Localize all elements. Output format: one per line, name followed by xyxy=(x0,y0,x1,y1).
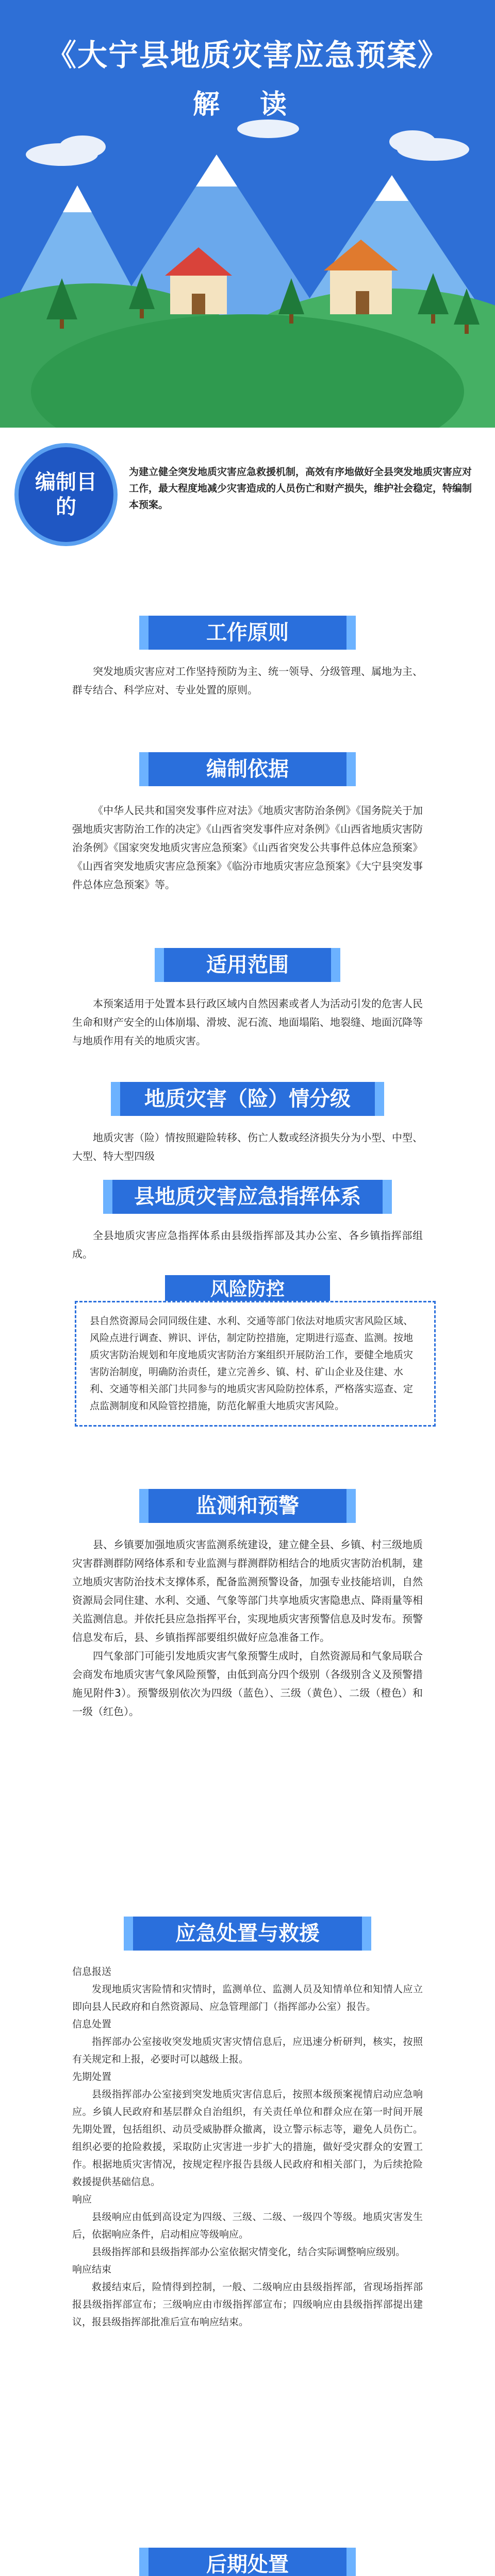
section-title-monitor xyxy=(139,1489,356,1523)
section-title-after xyxy=(139,2548,356,2576)
response-subheading: 响应 xyxy=(72,2194,92,2205)
page-title: 《大宁县地质灾害应急预案》 xyxy=(46,38,449,73)
response-subheading: 信息报送 xyxy=(72,1966,112,1977)
section-title-text: 工作原则 xyxy=(206,621,289,645)
monitor-paragraph: 四气象部门可能引发地质灾害气象预警生成时，自然资源局和气象局联合会商发布地质灾害气象风险预警，由低到高分四个级别（各级别含义及预警措施见附件3）。预警级别依次为四级（蓝色）、三级（黄色）、二级（橙色）和一级（红色）。 xyxy=(72,1650,423,1718)
response-paragraph: 指挥部办公室接收突发地质灾害灾情信息后，应迅速分析研判，核实，按照有关规定和上报，必要时可以越级上报。 xyxy=(72,2036,423,2065)
title-accent-right xyxy=(331,948,340,982)
section-title-scope xyxy=(155,948,340,982)
risk-text: 县自然资源局会同同级住建、水利、交通等部门依法对地质灾害风险区域、风险点进行调查、辨识、评估，制定防控措施，定期进行巡查、监测。按地质灾害防治规划和年度地质灾害防治方案组织开展防治工作，要健全地质灾害防治制度，明确防治责任，建立完善乡、镇、村、矿山企业及住建、水利、交通等相关部门共同参与的地质灾害风险防控体系，严格落实巡查、定点监测制度和风险管控措施，防范化解重大地质灾害风险。 xyxy=(90,1315,414,1412)
title-accent-left xyxy=(139,2548,148,2576)
basis-text-block xyxy=(72,801,423,894)
title-accent-right xyxy=(346,616,356,650)
principle-text-block xyxy=(72,662,423,699)
title-accent-left xyxy=(139,752,148,786)
title-accent-left xyxy=(139,616,148,650)
response-paragraph: 发现地质灾害险情和灾情时，监测单位、监测人员及知情单位和知情人应立即向县人民政府和自然资源局、应急管理部门（指挥部办公室）报告。 xyxy=(72,1984,423,2012)
scope-text: 本预案适用于处置本县行政区域内自然因素或者人为活动引发的危害人民生命和财产安全的山体崩塌、滑坡、泥石流、地面塌陷、地裂缝、地面沉降等与地质作用有关的地质灾害。 xyxy=(72,997,423,1047)
title-accent-left xyxy=(124,1917,133,1951)
scope-text-block xyxy=(72,994,423,1050)
section-title-principle xyxy=(139,616,356,650)
level-text: 地质灾害（险）情按照避险转移、伤亡人数或经济损失分为小型、中型、大型、特大型四级 xyxy=(72,1131,423,1162)
title-accent-left xyxy=(139,1489,148,1523)
section-title-level xyxy=(111,1082,384,1116)
page-subtitle: 解 读 xyxy=(192,89,303,120)
section-title-response xyxy=(124,1917,371,1951)
section-title-text: 适用范围 xyxy=(206,953,289,977)
title-accent-right xyxy=(346,2548,356,2576)
purpose-text: 为建立健全突发地质灾害应急救援机制，高效有序地做好全县突发地质灾害应对工作，最大程度地减少灾害造成的人员伤亡和财产损失，维护社会稳定，特编制本预案。 xyxy=(129,466,472,511)
title-accent-right xyxy=(346,752,356,786)
section-title-text: 风险防控 xyxy=(210,1279,285,1300)
section-title-text: 应急处置与救援 xyxy=(175,1922,320,1945)
purpose-badge xyxy=(14,443,118,546)
risk-text-box xyxy=(75,1301,436,1427)
response-paragraph: 县级指挥部和县级指挥部办公室依据灾情变化，结合实际调整响应级别。 xyxy=(92,2246,406,2258)
response-subheading: 信息处置 xyxy=(72,2019,112,2030)
response-subheading: 响应结束 xyxy=(72,2264,112,2275)
section-title-text: 县地质灾害应急指挥体系 xyxy=(134,1185,361,1209)
command-text-block xyxy=(72,1226,423,1263)
response-text-block xyxy=(72,1963,423,2331)
title-accent-left xyxy=(155,948,164,982)
principle-text: 突发地质灾害应对工作坚持预防为主、统一领导、分级管理、属地为主、群专结合、科学应对、专业处置的原则。 xyxy=(72,665,423,696)
purpose-badge-label: 编制目的 xyxy=(35,470,97,519)
section-title-text: 后期处置 xyxy=(206,2553,289,2576)
monitor-text-block xyxy=(72,1535,423,1721)
title-accent-right xyxy=(346,1489,356,1523)
response-paragraph: 救援结束后，险情得到控制，一般、二级响应由县级指挥部，省现场指挥部报县级指挥部宣布；三级响应由市级指挥部宣布；四级响应由县级指挥部提出建议，报县级指挥部批准后宣布响应结束。 xyxy=(72,2281,423,2328)
section-title-text: 地质灾害（险）情分级 xyxy=(144,1087,351,1111)
monitor-paragraph: 县、乡镇要加强地质灾害监测系统建设，建立健全县、乡镇、村三级地质灾害群测群防网络体系和专业监测与群测群防相结合的地质灾害防治机制，建立地质灾害防治技术支撑体系，配备监测预警设备，加强专业技能培训，自然资源局会同住建、水利、交通、气象等部门共享地质灾害隐患点、降雨量等相关监测信息。并依托县应急指挥平台，实现地质灾害预警信息及时发布。预警信息发布后，县、乡镇指挥部要组织做好应急准备工作。 xyxy=(72,1538,423,1643)
section-title-text: 监测和预警 xyxy=(196,1494,299,1518)
response-subheading: 先期处置 xyxy=(72,2071,112,2082)
header-banner xyxy=(0,0,495,428)
command-text: 全县地质灾害应急指挥体系由县级指挥部及其办公室、各乡镇指挥部组成。 xyxy=(72,1229,423,1260)
intro-section xyxy=(0,428,495,613)
title-accent-left xyxy=(111,1082,120,1116)
title-accent-right xyxy=(362,1917,371,1951)
section-title-text: 编制依据 xyxy=(206,757,289,781)
section-title-risk xyxy=(165,1275,330,1304)
title-accent-right xyxy=(383,1180,392,1214)
level-text-block xyxy=(72,1128,423,1165)
title-accent-right xyxy=(375,1082,384,1116)
section-title-basis xyxy=(139,752,356,786)
response-paragraph: 县级响应由低到高设定为四级、三级、二级、一级四个等级。地质灾害发生后，依据响应条件，启动相应等级响应。 xyxy=(72,2211,423,2240)
section-title-command xyxy=(103,1180,392,1214)
basis-text: 《中华人民共和国突发事件应对法》《地质灾害防治条例》《国务院关于加强地质灾害防治工作的决定》《山西省突发事件应对条例》《山西省地质灾害防治条例》《国家突发地质灾害应急预案》《山西省突发公共事件总体应急预案》《山西省突发地质灾害应急预案》《临汾市地质灾害应急预案》《大宁县突发事件总体应急预案》等。 xyxy=(72,804,423,891)
title-accent-left xyxy=(103,1180,112,1214)
response-paragraph: 县级指挥部办公室接到突发地质灾害信息后，按照本级预案视情启动应急响应。乡镇人民政府和基层群众自治组织，有关责任单位和群众应在第一时间开展先期处置，包括组织、动员受威胁群众撤离，设立警示标志等，避免人员伤亡。组织必要的抢险救援，采取防止灾害进一步扩大的措施，做好受灾群众的安置工作。根据地质灾害情况，按规定程序报告县级人民政府和相关部门，为后续抢险救援提供基础信息。 xyxy=(72,2089,423,2188)
